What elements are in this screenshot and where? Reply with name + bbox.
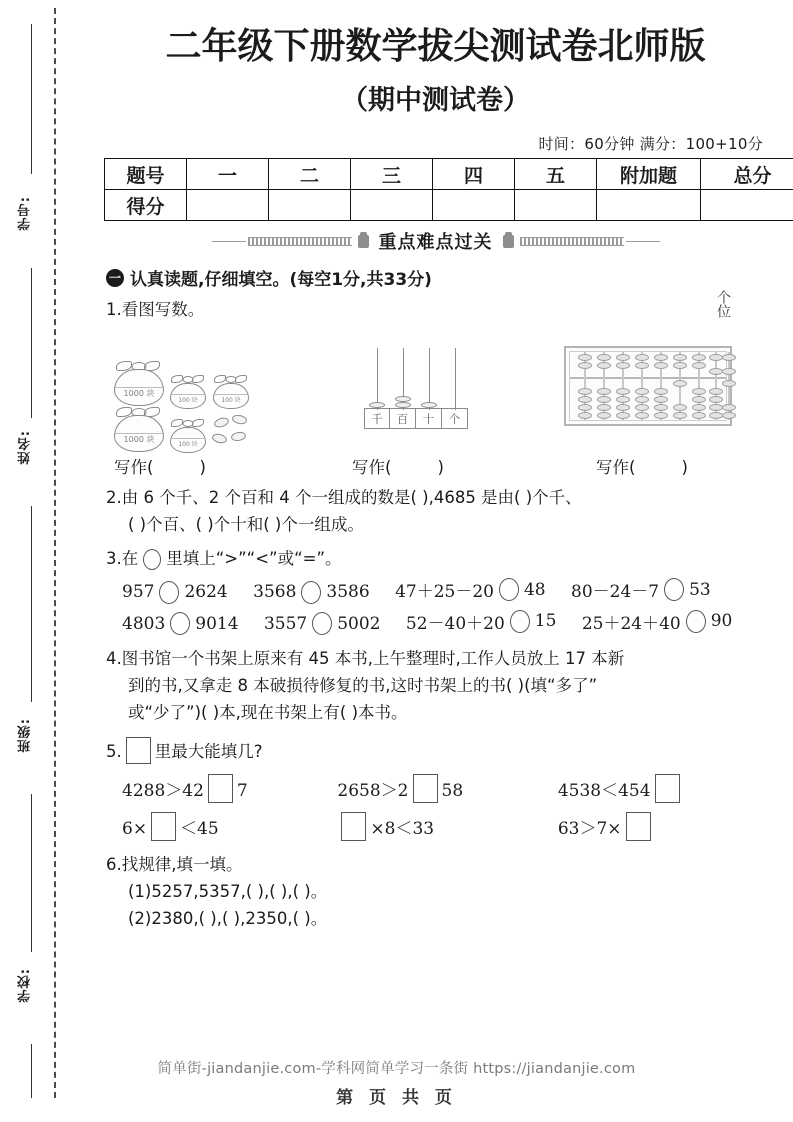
ribbon-left-icon (248, 237, 352, 246)
answer-box[interactable] (126, 737, 151, 764)
col-header-4: 四 (433, 159, 515, 190)
margin-rule (31, 506, 32, 702)
margin-rule (31, 268, 32, 418)
money-bags-figure (114, 360, 354, 452)
row-label-question-no: 题号 (105, 159, 187, 190)
abacus-beam (570, 377, 726, 379)
answer-circle[interactable] (499, 578, 519, 601)
counting-frame-figure (364, 348, 484, 452)
margin-rule (31, 24, 32, 174)
question-2-line1: 2.由 6 个千、2 个百和 4 个一组成的数是( ),4685 是由( )个千、 (106, 488, 582, 508)
score-cell-total[interactable] (701, 190, 793, 221)
question-6 (106, 852, 771, 932)
answer-circle[interactable] (159, 581, 179, 604)
ribbon-knot-right-icon (503, 235, 514, 248)
question-5-prompt: 5. 里最大能填几? (106, 737, 771, 766)
answer-box[interactable] (208, 774, 233, 803)
money-bag-100-c: 100 块 (170, 418, 206, 452)
section-marker-one: 一 (106, 269, 124, 287)
question-2 (106, 485, 771, 538)
dashed-cut-line (54, 8, 56, 1098)
compare-item: 80－24－7 53 (571, 579, 711, 603)
question-6-line1: (1)5257,5357,( ),( ),( )。 (128, 881, 328, 901)
question-4-line2: 到的书,又拿走 8 本破损待修复的书,这时书架上的书( )(填“多了” (128, 676, 598, 696)
compare-item: 4803 9014 (122, 613, 239, 634)
fill-box-item: 2658＞2 58 (337, 774, 552, 803)
question-4 (106, 646, 771, 726)
answer-box[interactable] (341, 812, 366, 841)
score-cell-5[interactable] (515, 190, 597, 221)
fill-box-item: 4538＜454 (558, 774, 684, 803)
footer-page-number: 第 页 共 页 (336, 1088, 457, 1108)
banner-text: 重点难点过关 (378, 232, 493, 254)
coin-icon (213, 416, 230, 429)
answer-box[interactable] (626, 812, 651, 841)
margin-label-school: 学校: (18, 968, 33, 1003)
footer-site-credit: 简单街-jiandanjie.com-学科网简单学习一条街 https://jiandanjie.com (157, 1061, 636, 1077)
score-table (104, 158, 793, 221)
question-3-prompt: 3.在 里填上“>”“<”或“=”。 (106, 548, 342, 568)
answer-circle[interactable] (510, 610, 530, 633)
money-bag-100-b: 100 块 (213, 374, 249, 408)
col-header-total: 总分 (701, 159, 793, 190)
fill-box-item: 6× ＜45 (122, 812, 332, 841)
money-bag-1000-a: 1000 块 (114, 360, 164, 406)
answer-circle[interactable] (664, 578, 684, 601)
fill-box-item: 4288＞42 7 (122, 774, 332, 803)
section-banner (100, 228, 771, 254)
compare-item: 3568 3586 (253, 582, 370, 603)
fill-box-item: 63＞7× (558, 812, 655, 841)
col-header-3: 三 (351, 159, 433, 190)
abacus-figure (564, 290, 732, 426)
score-cell-bonus[interactable] (597, 190, 701, 221)
coin-icon (230, 431, 246, 442)
question-3-row-2 (122, 609, 771, 636)
margin-label-name: 姓名: (18, 430, 33, 465)
money-bag-100-a: 100 块 (170, 374, 206, 408)
question-2-line2: ( )个百、( )个十和( )个一组成。 (128, 514, 364, 534)
question-1-text: 1.看图写数。 (106, 300, 205, 320)
abacus-ones-place-label: 个位 (715, 290, 731, 319)
question-6-title: 6.找规律,填一填。 (106, 855, 243, 875)
exam-meta: 时间：60分钟 满分：100+10分 (538, 135, 763, 154)
answer-circle[interactable] (143, 549, 161, 570)
ribbon-right-icon (520, 237, 624, 246)
answer-box[interactable] (655, 774, 680, 803)
row-label-score: 得分 (105, 190, 187, 221)
score-cell-2[interactable] (269, 190, 351, 221)
fill-box-item: ×8＜33 (337, 812, 552, 841)
money-bag-1000-b: 1000 块 (114, 406, 164, 452)
col-header-bonus: 附加题 (597, 159, 701, 190)
question-3-row-1 (122, 577, 771, 604)
col-header-2: 二 (269, 159, 351, 190)
left-margin (0, 0, 92, 1122)
answer-box[interactable] (151, 812, 176, 841)
answer-circle[interactable] (686, 610, 706, 633)
answer-circle[interactable] (312, 612, 332, 635)
answer-circle[interactable] (170, 612, 190, 635)
table-row-headers (105, 159, 793, 190)
place-label-hundred: 百 (390, 408, 416, 429)
place-label-thousand: 千 (364, 408, 390, 429)
score-cell-1[interactable] (187, 190, 269, 221)
question-6-line2: (2)2380,( ),( ),2350,( )。 (128, 908, 328, 928)
place-label-ten: 十 (416, 408, 442, 429)
section-one-header (106, 265, 771, 290)
question-5-row-2 (122, 812, 771, 841)
compare-item: 47＋25－20 48 (395, 579, 546, 603)
page-subtitle: （期中测试卷） (341, 85, 530, 117)
compare-item: 25＋24＋40 90 (581, 611, 733, 634)
bead-icon (395, 396, 411, 402)
place-label-one: 个 (442, 408, 468, 429)
score-cell-3[interactable] (351, 190, 433, 221)
exam-sheet (92, 0, 793, 1122)
section-one-title: 认真读题,仔细填空。(每空1分,共33分) (130, 270, 432, 291)
compare-item: 3557 5002 (263, 613, 381, 634)
table-row-scores (105, 190, 793, 221)
answer-circle[interactable] (301, 581, 321, 604)
answer-box[interactable] (413, 774, 438, 803)
col-header-1: 一 (187, 159, 269, 190)
caption-write-1: 写作( ) (114, 458, 206, 478)
ribbon-knot-left-icon (358, 235, 369, 248)
coin-icon (211, 433, 228, 445)
caption-write-3: 写作( ) (596, 458, 688, 478)
margin-rule (31, 794, 32, 952)
margin-label-class: 班级: (18, 718, 33, 753)
question-4-line3: 或“少了”)( )本,现在书架上有( )本书。 (128, 702, 408, 722)
coin-icon (231, 414, 248, 426)
col-header-5: 五 (515, 159, 597, 190)
compare-item: 52－40＋20 15 (405, 611, 557, 634)
caption-write-2: 写作( ) (352, 458, 444, 478)
compare-item: 957 2624 (122, 582, 228, 603)
margin-label-student-id: 学号: (18, 196, 33, 231)
page-title: 二年级下册数学拔尖测试卷北师版 (165, 26, 706, 67)
question-5-row-1 (122, 774, 771, 803)
question-4-line1: 4.图书馆一个书架上原来有 45 本书,上午整理时,工作人员放上 17 本新 (106, 649, 625, 669)
score-cell-4[interactable] (433, 190, 515, 221)
page-footer (0, 1057, 793, 1108)
